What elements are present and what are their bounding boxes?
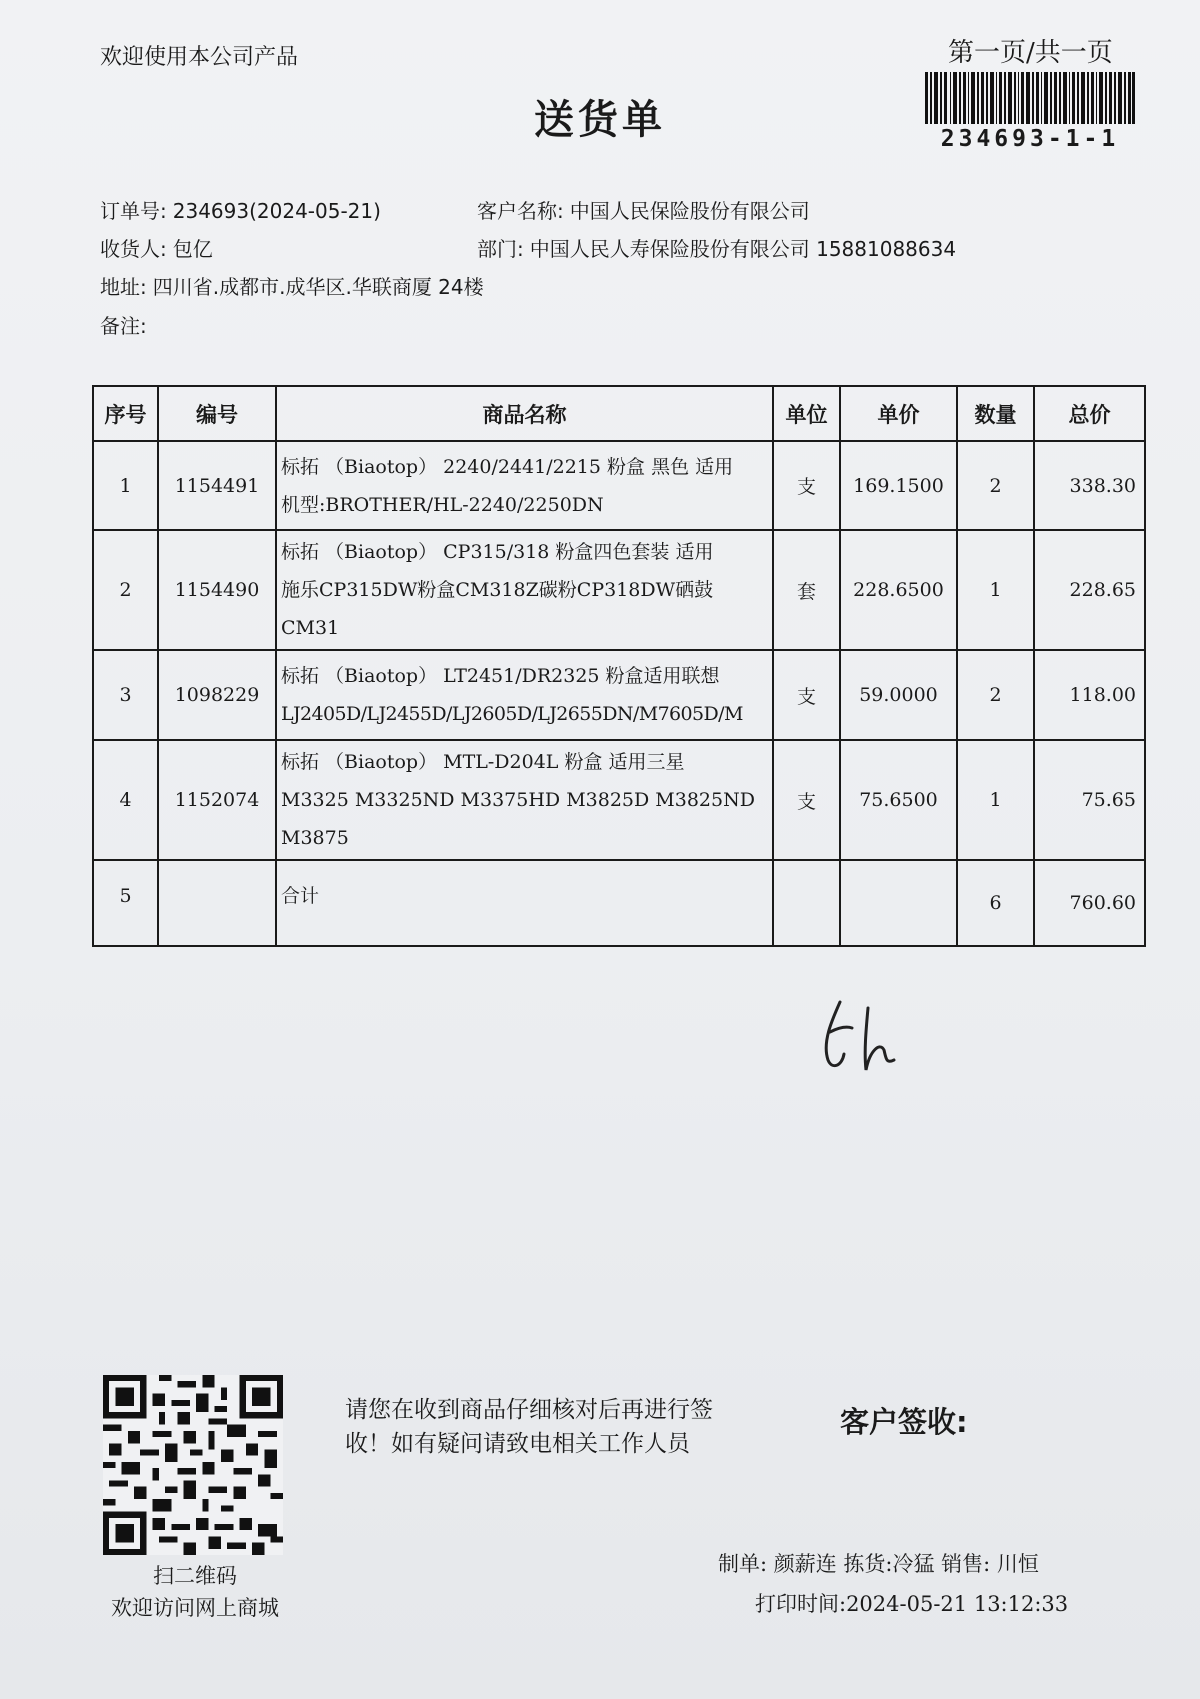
cell-seq: 3 [93, 650, 158, 740]
notice-line: 请您在收到商品仔细核对后再进行签 [345, 1397, 713, 1423]
col-header-qty: 数量 [957, 386, 1034, 441]
cell-code: 1098229 [158, 650, 276, 740]
cell-name [276, 441, 773, 530]
qr-code-icon [103, 1375, 283, 1555]
name-line: 标拓 （Biaotop） LT2451/DR2325 粉盒适用联想 [281, 665, 720, 687]
cell-total: 75.65 [1034, 740, 1145, 860]
address [100, 271, 484, 300]
cell-price: 59.0000 [840, 650, 957, 740]
department [477, 233, 956, 262]
cell-seq: 4 [93, 740, 158, 860]
name-line: 标拓 （Biaotop） 2240/2441/2215 粉盒 黑色 适用 [281, 455, 734, 478]
name-line: 机型:BROTHER/HL-2240/2250DN [281, 493, 604, 516]
table-row [93, 650, 1145, 740]
cell-qty: 2 [957, 650, 1034, 740]
cell-name [276, 650, 773, 740]
name-line: 施乐CP315DW粉盒CM318Z碳粉CP318DW硒鼓 [281, 579, 714, 601]
total-qty: 6 [957, 860, 1034, 946]
notice-line: 收！如有疑问请致电相关工作人员 [345, 1431, 690, 1457]
remark [100, 310, 147, 339]
cell-code: 1152074 [158, 740, 276, 860]
cell-code: 1154491 [158, 441, 276, 530]
address-value: 四川省.成都市.成华区.华联商厦 24楼 [152, 275, 484, 299]
table-row [93, 441, 1145, 530]
col-header-code: 编号 [158, 386, 276, 441]
col-header-seq: 序号 [93, 386, 158, 441]
print-time: 打印时间:2024-05-21 13:12:33 [755, 1592, 1069, 1616]
receiver [100, 233, 213, 262]
cell-price [840, 860, 957, 946]
cell-unit: 支 [773, 650, 840, 740]
qr-caption-line: 扫二维码 [153, 1564, 237, 1588]
name-line: LJ2405D/LJ2455D/LJ2605D/LJ2655DN/M7605D/M [281, 703, 743, 725]
total-row [93, 860, 1145, 946]
cell-qty: 1 [957, 530, 1034, 650]
cell-price: 169.1500 [840, 441, 957, 530]
name-line: 标拓 （Biaotop） CP315/318 粉盒四色套装 适用 [281, 541, 714, 563]
order-value: 234693(2024-05-21) [172, 199, 381, 223]
col-header-unit: 单位 [773, 386, 840, 441]
name-line: 标拓 （Biaotop） MTL-D204L 粉盒 适用三星 [281, 751, 685, 773]
table-row [93, 740, 1145, 860]
remark-label: 备注: [100, 314, 147, 338]
dept-value: 中国人民人寿保险股份有限公司 15881088634 [529, 237, 957, 261]
cell-unit: 套 [773, 530, 840, 650]
total-label: 合计 [276, 860, 773, 946]
address-label: 地址: [100, 275, 147, 299]
handwritten-signature [810, 990, 920, 1100]
items-table [92, 385, 1146, 947]
cell-qty: 1 [957, 740, 1034, 860]
customer-value: 中国人民保险股份有限公司 [569, 199, 810, 223]
cell-total: 338.30 [1034, 441, 1145, 530]
receiver-value: 包亿 [172, 237, 213, 261]
qr-caption-line: 欢迎访问网上商城 [111, 1596, 279, 1620]
page-info: 第一页/共一页 [948, 38, 1113, 68]
col-header-total: 总价 [1034, 386, 1145, 441]
cell-code: 1154490 [158, 530, 276, 650]
cell-seq: 1 [93, 441, 158, 530]
col-header-name: 商品名称 [276, 386, 773, 441]
cell-name [276, 530, 773, 650]
name-line: M3875 [281, 827, 349, 849]
order-number [100, 195, 381, 224]
dept-label: 部门: [477, 237, 524, 261]
cell-price: 228.6500 [840, 530, 957, 650]
sign-notice [345, 1393, 775, 1461]
cell-price: 75.6500 [840, 740, 957, 860]
qr-caption [85, 1560, 305, 1624]
customer-label: 客户名称: [477, 199, 564, 223]
table-row [93, 530, 1145, 650]
cell-seq: 2 [93, 530, 158, 650]
cell-unit: 支 [773, 441, 840, 530]
cell-qty: 2 [957, 441, 1034, 530]
table-header-row [93, 386, 1145, 441]
receiver-label: 收货人: [100, 237, 167, 261]
cell-name [276, 740, 773, 860]
welcome-text: 欢迎使用本公司产品 [100, 45, 299, 70]
name-line: CM31 [281, 617, 340, 639]
customer-sign-label: 客户签收: [840, 1405, 968, 1439]
cell-seq: 5 [93, 860, 158, 946]
grand-total: 760.60 [1034, 860, 1145, 946]
cell-unit [773, 860, 840, 946]
cell-total: 118.00 [1034, 650, 1145, 740]
barcode-number: 234693-1-1 [940, 126, 1120, 152]
cell-unit: 支 [773, 740, 840, 860]
customer-name [477, 195, 810, 224]
order-label: 订单号: [100, 199, 167, 223]
cell-code [158, 860, 276, 946]
name-line: M3325 M3325ND M3375HD M3825D M3825ND [281, 789, 755, 811]
col-header-price: 单价 [840, 386, 957, 441]
staff-info: 制单: 颜薪连 拣货:冷猛 销售: 川恒 [718, 1552, 1039, 1576]
document-title: 送货单 [534, 97, 666, 143]
cell-total: 228.65 [1034, 530, 1145, 650]
